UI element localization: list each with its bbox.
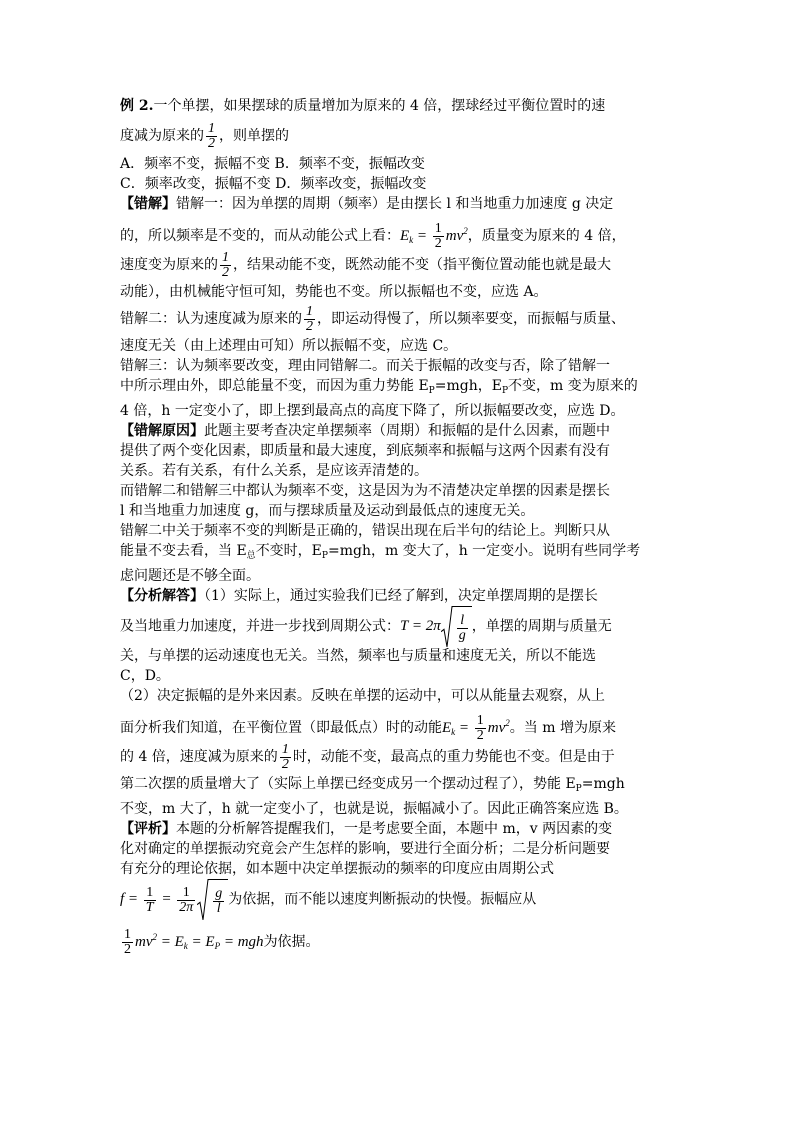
error-reason-line-7 <box>120 541 680 566</box>
question-text-2a: 度减为原来的 <box>120 128 204 144</box>
analysis-line-2 <box>120 606 680 646</box>
wrong-solution-label: 【错解】 <box>120 196 176 212</box>
wrong-solution-text-1: 错解一：因为单摆的周期（频率）是由摆长 l 和当地重力加速度 g 决定 <box>176 196 614 212</box>
analysis-line-9: 不变，m 大了，h 就一定变小了，也就是说，振幅减小了。因此正确答案应选 B。 <box>120 801 628 817</box>
error-reason-line-2: 提供了两个变化因素，即质量和最大速度，到底频率和振幅与这两个因素有没有 <box>120 443 610 459</box>
wrong-solution-3-text-a: 中所示理由外，即总能量不变，而因为重力势能 E <box>120 378 429 394</box>
wrong-solution-3-text-b: =mgh，E <box>434 378 502 394</box>
comment-text-4: 为依据，而不能以速度判断振动的快慢。振幅应从 <box>228 891 537 908</box>
fraction-numerator: 1 <box>208 120 215 136</box>
analysis-text-2a: 及当地重力加速度，并进一步找到周期公式： <box>120 618 400 635</box>
fraction-half-2: $\frac{1}{2}$ <box>222 249 229 280</box>
analysis-line-3: 关，与单摆的运动速度也无关。当然，频率也与质量和速度无关，所以不能选 <box>120 648 596 664</box>
comment-line-4 <box>120 879 680 919</box>
error-reason-label: 【错解原因】 <box>120 423 204 439</box>
analysis-text-2b: ，单摆的周期与质量无 <box>471 618 612 635</box>
comment-line-2: 化对确定的单摆振动究竟会产生怎样的影响，要进行全面分析；二是分析问题要 <box>120 841 610 857</box>
analysis-text-8b: =mgh <box>581 776 625 792</box>
period-formula: T = 2π $\frac{l}{g}$ <box>400 618 472 634</box>
subscript-p: P <box>428 386 435 396</box>
analysis-text-6b: 。当 m 增为原来 <box>509 720 616 736</box>
comment-line-5 <box>120 919 680 958</box>
question-text-2b: ，则单摆的 <box>219 128 289 144</box>
fraction-half-3: $\frac{1}{2}$ <box>306 303 313 334</box>
wrong-solution-2-text-a: 错解二：认为速度减为原来的 <box>120 311 302 327</box>
question-line-1 <box>120 96 680 118</box>
wrong-solution-line-1 <box>120 194 680 214</box>
analysis-line-4: C，D。 <box>120 668 170 684</box>
error-reason-text-7b: 不变时，E <box>255 543 322 559</box>
analysis-line-6 <box>120 706 680 744</box>
wrong-solution-3-line-3: 4 倍，h 一定变小了，即上摆到最高点的高度下降了，所以振幅要改变，应选 D。 <box>120 403 625 419</box>
fraction-denominator: 2 <box>208 135 215 151</box>
subscript-p-2: P <box>501 386 509 396</box>
error-reason-line-1 <box>120 421 680 441</box>
wrong-solution-text-3b: ，结果动能不变，既然动能不变（指平衡位置动能也就是最大 <box>233 257 611 273</box>
error-reason-text-7c: =mgh，m 变大了，h 一定变小。说明有些同学考 <box>327 543 641 559</box>
comment-line-3: 有充分的理论依据，如本题中决定单摆振动的频率的印度应由周期公式 <box>120 861 554 877</box>
wrong-solution-text-3a: 速度变为原来的 <box>120 257 218 273</box>
example-label: 例 2. <box>120 98 154 114</box>
document-body <box>120 96 680 958</box>
option-line-ab: A．频率不变，振幅不变 B．频率不变，振幅改变 <box>120 156 425 172</box>
analysis-line-5: （2）决定振幅的是外来因素。反映在单摆的运动中，可以从能量去观察，从上 <box>120 688 605 704</box>
wrong-solution-line-4: 动能），由机械能守恒可知，势能也不变。所以振幅也不变，应选 A。 <box>120 284 548 300</box>
kinetic-energy-formula-2: $E_k$ = $\frac{1}{2}$ $mv^2$ <box>442 713 510 744</box>
analysis-text-8a: 第二次摆的质量增大了（实际上单摆已经变成另一个摆动过程了），势能 E <box>120 776 576 792</box>
comment-label: 【评析】 <box>120 821 176 837</box>
comment-line-1 <box>120 819 680 839</box>
analysis-line-7 <box>120 740 680 774</box>
option-line-cd: C．频率改变，振幅不变 D．频率改变，振幅改变 <box>120 176 427 192</box>
wrong-solution-3-line-1: 错解三：认为频率要改变，理由同错解二。而关于振幅的改变与否，除了错解一 <box>120 358 610 374</box>
analysis-text-1: （1）实际上，通过实验我们已经了解到，决定单摆周期的是摆长 <box>204 588 598 604</box>
error-reason-line-5: l 和当地重力加速度 g，而与摆球质量及运动到最低点的速度无关。 <box>120 503 535 519</box>
wrong-solution-2-line-1 <box>120 302 680 336</box>
wrong-solution-2-line-2: 速度无关（由上述理由可知）所以振幅不变，应选 C。 <box>120 338 458 354</box>
wrong-solution-line-2 <box>120 214 680 252</box>
fraction-half <box>206 122 217 151</box>
question-text-1: 一个单摆，如果摆球的质量增加为原来的 4 倍，摆球经过平衡位置时的速 <box>153 98 606 114</box>
question-line-2 <box>120 118 680 154</box>
subscript-p-4: P <box>575 784 582 794</box>
kinetic-energy-formula: $E_k$ = $\frac{1}{2}$ $mv^2$ <box>400 221 468 252</box>
fraction-half-4: $\frac{1}{2}$ <box>281 741 289 772</box>
error-reason-line-3: 关系。若有关系，有什么关系，是应该弄清楚的。 <box>120 463 428 479</box>
error-reason-line-8: 虑问题还是不够全面。 <box>120 568 260 584</box>
wrong-solution-3-text-c: 不变，m 变为原来的 <box>508 378 638 394</box>
energy-equation: $\frac{1}{2}$ $mv^2 = E_k = E_P$ = mgh <box>124 927 264 958</box>
subscript-p-3: P <box>321 551 328 561</box>
comment-text-1: 本题的分析解答提醒我们，一是考虑要全面，本题中 m，v 两因素的变 <box>176 821 613 837</box>
wrong-solution-text-2a: 的，所以频率是不变的，而从动能公式上看： <box>120 228 400 244</box>
wrong-solution-2-text-b: ，即运动得慢了，所以频率要变，而振幅与质量、 <box>317 311 625 327</box>
analysis-line-1 <box>120 586 680 606</box>
analysis-label: 【分析解答】 <box>120 588 204 604</box>
wrong-solution-line-3 <box>120 248 680 282</box>
comment-text-5: 为依据。 <box>263 934 320 950</box>
frequency-formula: f = $\frac{1}{T}$ = $\frac{1}{2\pi}$ $\frac{g}{l}$ <box>120 891 228 907</box>
analysis-text-7a: 的 4 倍，速度减为原来的 <box>120 749 278 765</box>
error-reason-text-1: 此题主要考查决定单摆频率（周期）和振幅的是什么因素，而题中 <box>204 423 610 439</box>
subscript-total: 总 <box>246 551 256 561</box>
analysis-line-8 <box>120 774 680 799</box>
analysis-text-6a: 面分析我们知道，在平衡位置（即最低点）时的动能 <box>120 720 442 736</box>
wrong-solution-3-line-2 <box>120 376 680 401</box>
analysis-text-7b: 时，动能不变，最高点的重力势能也不变。但是由于 <box>292 749 615 765</box>
error-reason-line-6: 错解二中关于频率不变的判断是正确的，错误出现在后半句的结论上。判断只从 <box>120 523 610 539</box>
wrong-solution-text-2b: ，质量变为原来的 4 倍， <box>467 228 626 244</box>
error-reason-text-7a: 能量不变去看，当 E <box>120 543 247 559</box>
error-reason-line-4: 而错解二和错解三中都认为频率不变，这是因为为不清楚决定单摆的因素是摆长 <box>120 483 610 499</box>
